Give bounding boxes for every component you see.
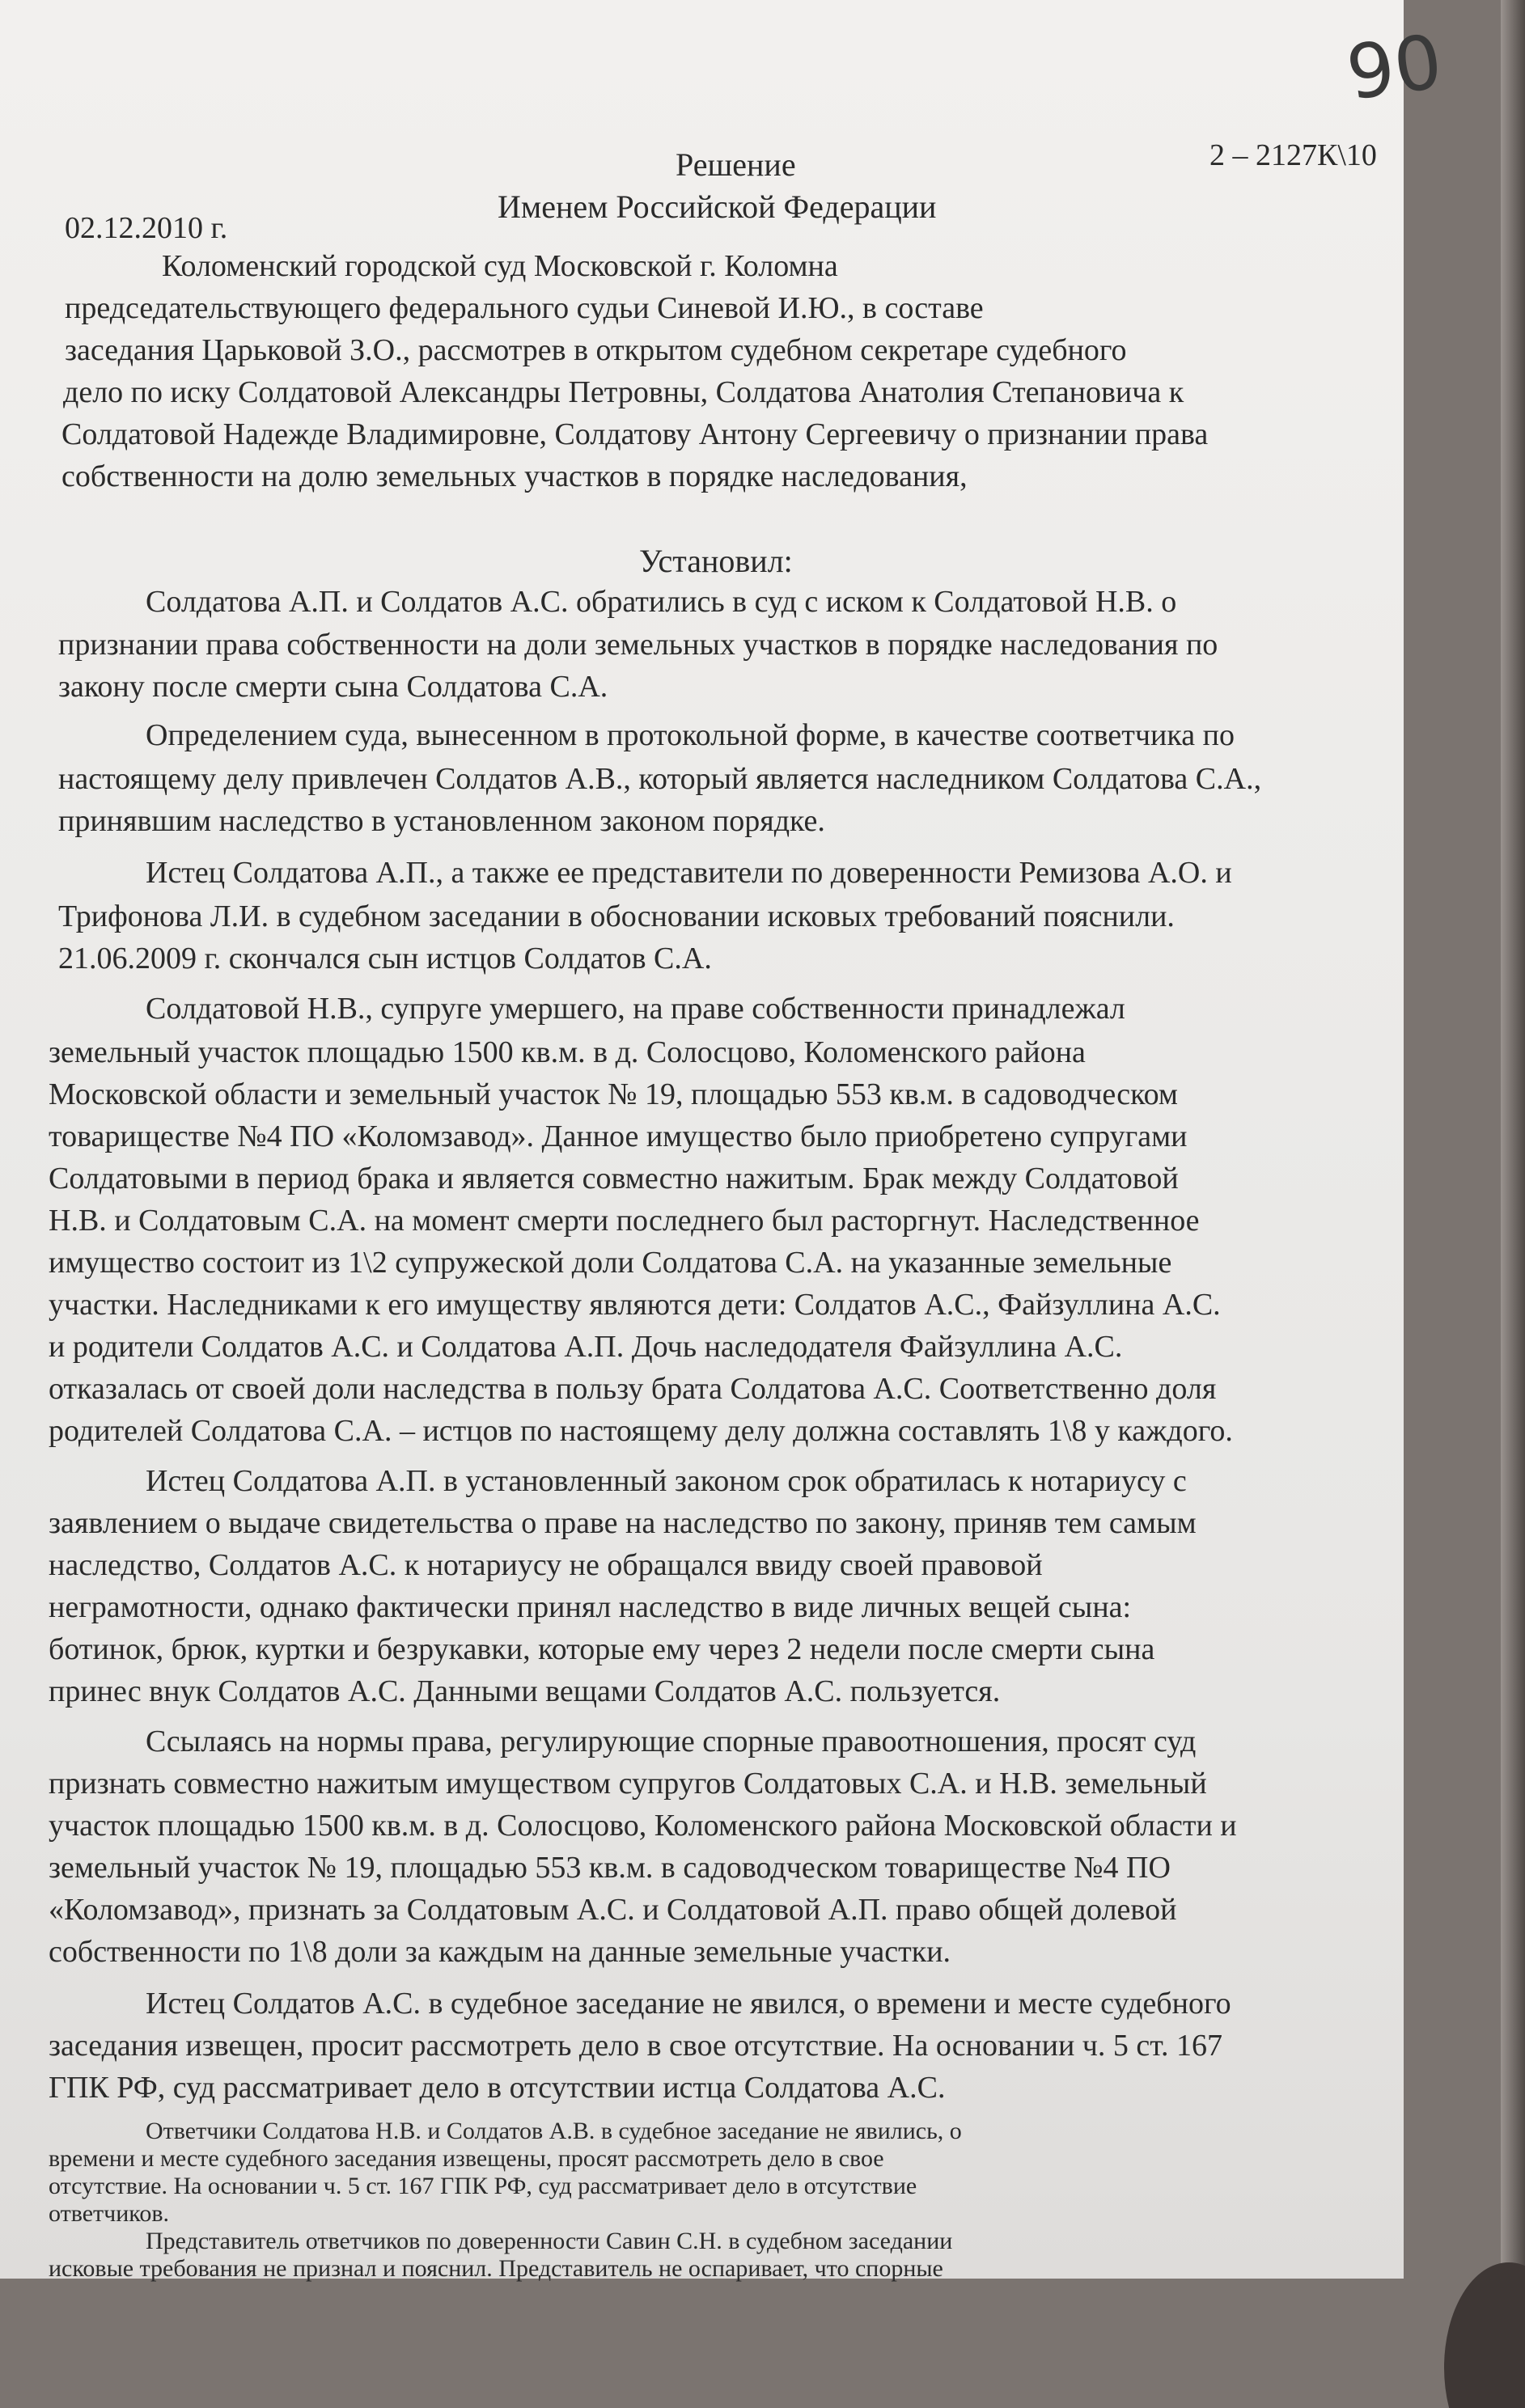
text-line: неграмотности, однако фактически принял наследство в виде личных вещей сына: <box>49 1590 1132 1624</box>
text-line: Н.В. и Солдатовым С.А. на момент смерти последнего был расторгнут. Наследственное <box>49 1204 1200 1238</box>
text-line: 21.06.2009 г. скончался сын истцов Солдатов С.А. <box>58 942 712 975</box>
text-line: Московской области и земельный участок № 19, площадью 553 кв.м. в садоводческом <box>49 1077 1178 1111</box>
section-heading: Установил: <box>639 543 793 579</box>
text-line: Ссылаясь на нормы права, регулирующие спорные правоотношения, просят суд <box>146 1725 1197 1758</box>
text-line: ответчиков. <box>49 2200 169 2227</box>
text-line: земельный участок № 19, площадью 553 кв.м. в садоводческом товариществе №4 ПО <box>49 1851 1171 1885</box>
text-line: принявшим наследство в установленном законом порядке. <box>58 804 825 838</box>
text-line: времени и месте судебного заседания извещены, просят рассмотреть дело в свое <box>49 2145 884 2172</box>
handwritten-page-number: 90 <box>1341 18 1447 117</box>
text-line: ботинок, брюк, куртки и безрукавки, которые ему через 2 недели после смерти сына <box>49 1632 1155 1666</box>
text-line: «Коломзавод», признать за Солдатовым А.С. и Солдатовой А.П. право общей долевой <box>49 1893 1177 1927</box>
text-line: Истец Солдатова А.П., а также ее представители по доверенности Ремизова А.О. и <box>146 856 1232 890</box>
text-line: Истец Солдатова А.П. в установленный законом срок обратилась к нотариусу с <box>146 1464 1187 1498</box>
text-line: собственности по 1\8 доли за каждым на данные земельные участки. <box>49 1935 951 1969</box>
text-line: принес внук Солдатов А.С. Данными вещами Солдатов А.С. пользуется. <box>49 1674 1001 1708</box>
text-line: заявлением о выдаче свидетельства о праве на наследство по закону, приняв тем самым <box>49 1506 1197 1540</box>
text-line: участок площадью 1500 кв.м. в д. Солосцово, Коломенского района Московской области и <box>49 1809 1237 1843</box>
case-number: 2 – 2127К\10 <box>1209 138 1377 172</box>
text-line: Солдатовой Надежде Владимировне, Солдатову Антону Сергеевичу о признании права <box>61 417 1209 451</box>
text-line: председательствующего федерального судьи Синевой И.Ю., в составе <box>65 291 984 325</box>
text-line: Определением суда, вынесенном в протокольной форме, в качестве соответчика по <box>146 718 1235 752</box>
text-line: Ответчики Солдатова Н.В. и Солдатов А.В. в судебное заседание не явились, о <box>146 2118 962 2144</box>
text-line: Солдатова А.П. и Солдатов А.С. обратились в суд с иском к Солдатовой Н.В. о <box>146 585 1177 619</box>
page-edge-shadow <box>1501 0 1525 2279</box>
text-line: участки. Наследниками к его имуществу являются дети: Солдатов А.С., Файзуллина А.С. <box>49 1288 1221 1322</box>
text-line: товариществе №4 ПО «Коломзавод». Данное имущество было приобретено супругами <box>49 1119 1188 1153</box>
text-line: дело по иску Солдатовой Александры Петровны, Солдатова Анатолия Степановича к <box>63 375 1184 409</box>
text-line: имущество состоит из 1\2 супружеской доли Солдатова С.А. на указанные земельные <box>49 1246 1172 1280</box>
text-line: и родители Солдатов А.С. и Солдатова А.П. Дочь наследодателя Файзуллина А.С. <box>49 1330 1123 1364</box>
document-subtitle: Именем Российской Федерации <box>498 188 937 225</box>
text-line: настоящему делу привлечен Солдатов А.В., который является наследником Солдатова С.А., <box>58 762 1262 796</box>
document-title: Решение <box>676 146 796 183</box>
text-line: ГПК РФ, суд рассматривает дело в отсутствии истца Солдатова А.С. <box>49 2071 946 2105</box>
text-line: Солдатовыми в период брака и является совместно нажитым. Брак между Солдатовой <box>49 1162 1179 1196</box>
text-line: отказалась от своей доли наследства в пользу брата Солдатова А.С. Соответственно доля <box>49 1372 1217 1406</box>
document-date: 02.12.2010 г. <box>65 211 228 245</box>
text-line: признать совместно нажитым имуществом супругов Солдатовых С.А. и Н.В. земельный <box>49 1767 1207 1801</box>
text-line: Коломенский городской суд Московской г. Коломна <box>162 249 838 283</box>
text-line: Солдатовой Н.В., супруге умершего, на праве собственности принадлежал <box>146 992 1125 1026</box>
text-line: земельный участок площадью 1500 кв.м. в д. Солосцово, Коломенского района <box>49 1035 1086 1069</box>
text-line: закону после смерти сына Солдатова С.А. <box>58 670 608 704</box>
text-line: Представитель ответчиков по доверенности Савин С.Н. в судебном заседании <box>146 2228 953 2254</box>
text-line: Истец Солдатов А.С. в судебное заседание не явился, о времени и месте судебного <box>146 1987 1231 2021</box>
text-line: заседания Царьковой З.О., рассмотрев в открытом судебном секретаре судебного <box>65 333 1127 367</box>
text-line: Трифонова Л.И. в судебном заседании в обосновании исковых требований пояснили. <box>58 899 1175 933</box>
text-line: заседания извещен, просит рассмотреть дело в свое отсутствие. На основании ч. 5 ст. 167 <box>49 2029 1223 2063</box>
corner-object <box>1444 2262 1525 2408</box>
text-line: родителей Солдатова С.А. – истцов по настоящему делу должна составлять 1\8 у каждого. <box>49 1414 1233 1448</box>
text-line: признании права собственности на доли земельных участков в порядке наследования по <box>58 628 1218 662</box>
text-line: собственности на долю земельных участков в порядке наследования, <box>61 459 968 493</box>
text-line: исковые требования не признал и пояснил. Представитель не оспаривает, что спорные <box>49 2255 943 2282</box>
text-line: наследство, Солдатов А.С. к нотариусу не обращался ввиду своей правовой <box>49 1548 1043 1582</box>
text-line: отсутствие. На основании ч. 5 ст. 167 ГПК РФ, суд рассматривает дело в отсутствие <box>49 2173 917 2199</box>
